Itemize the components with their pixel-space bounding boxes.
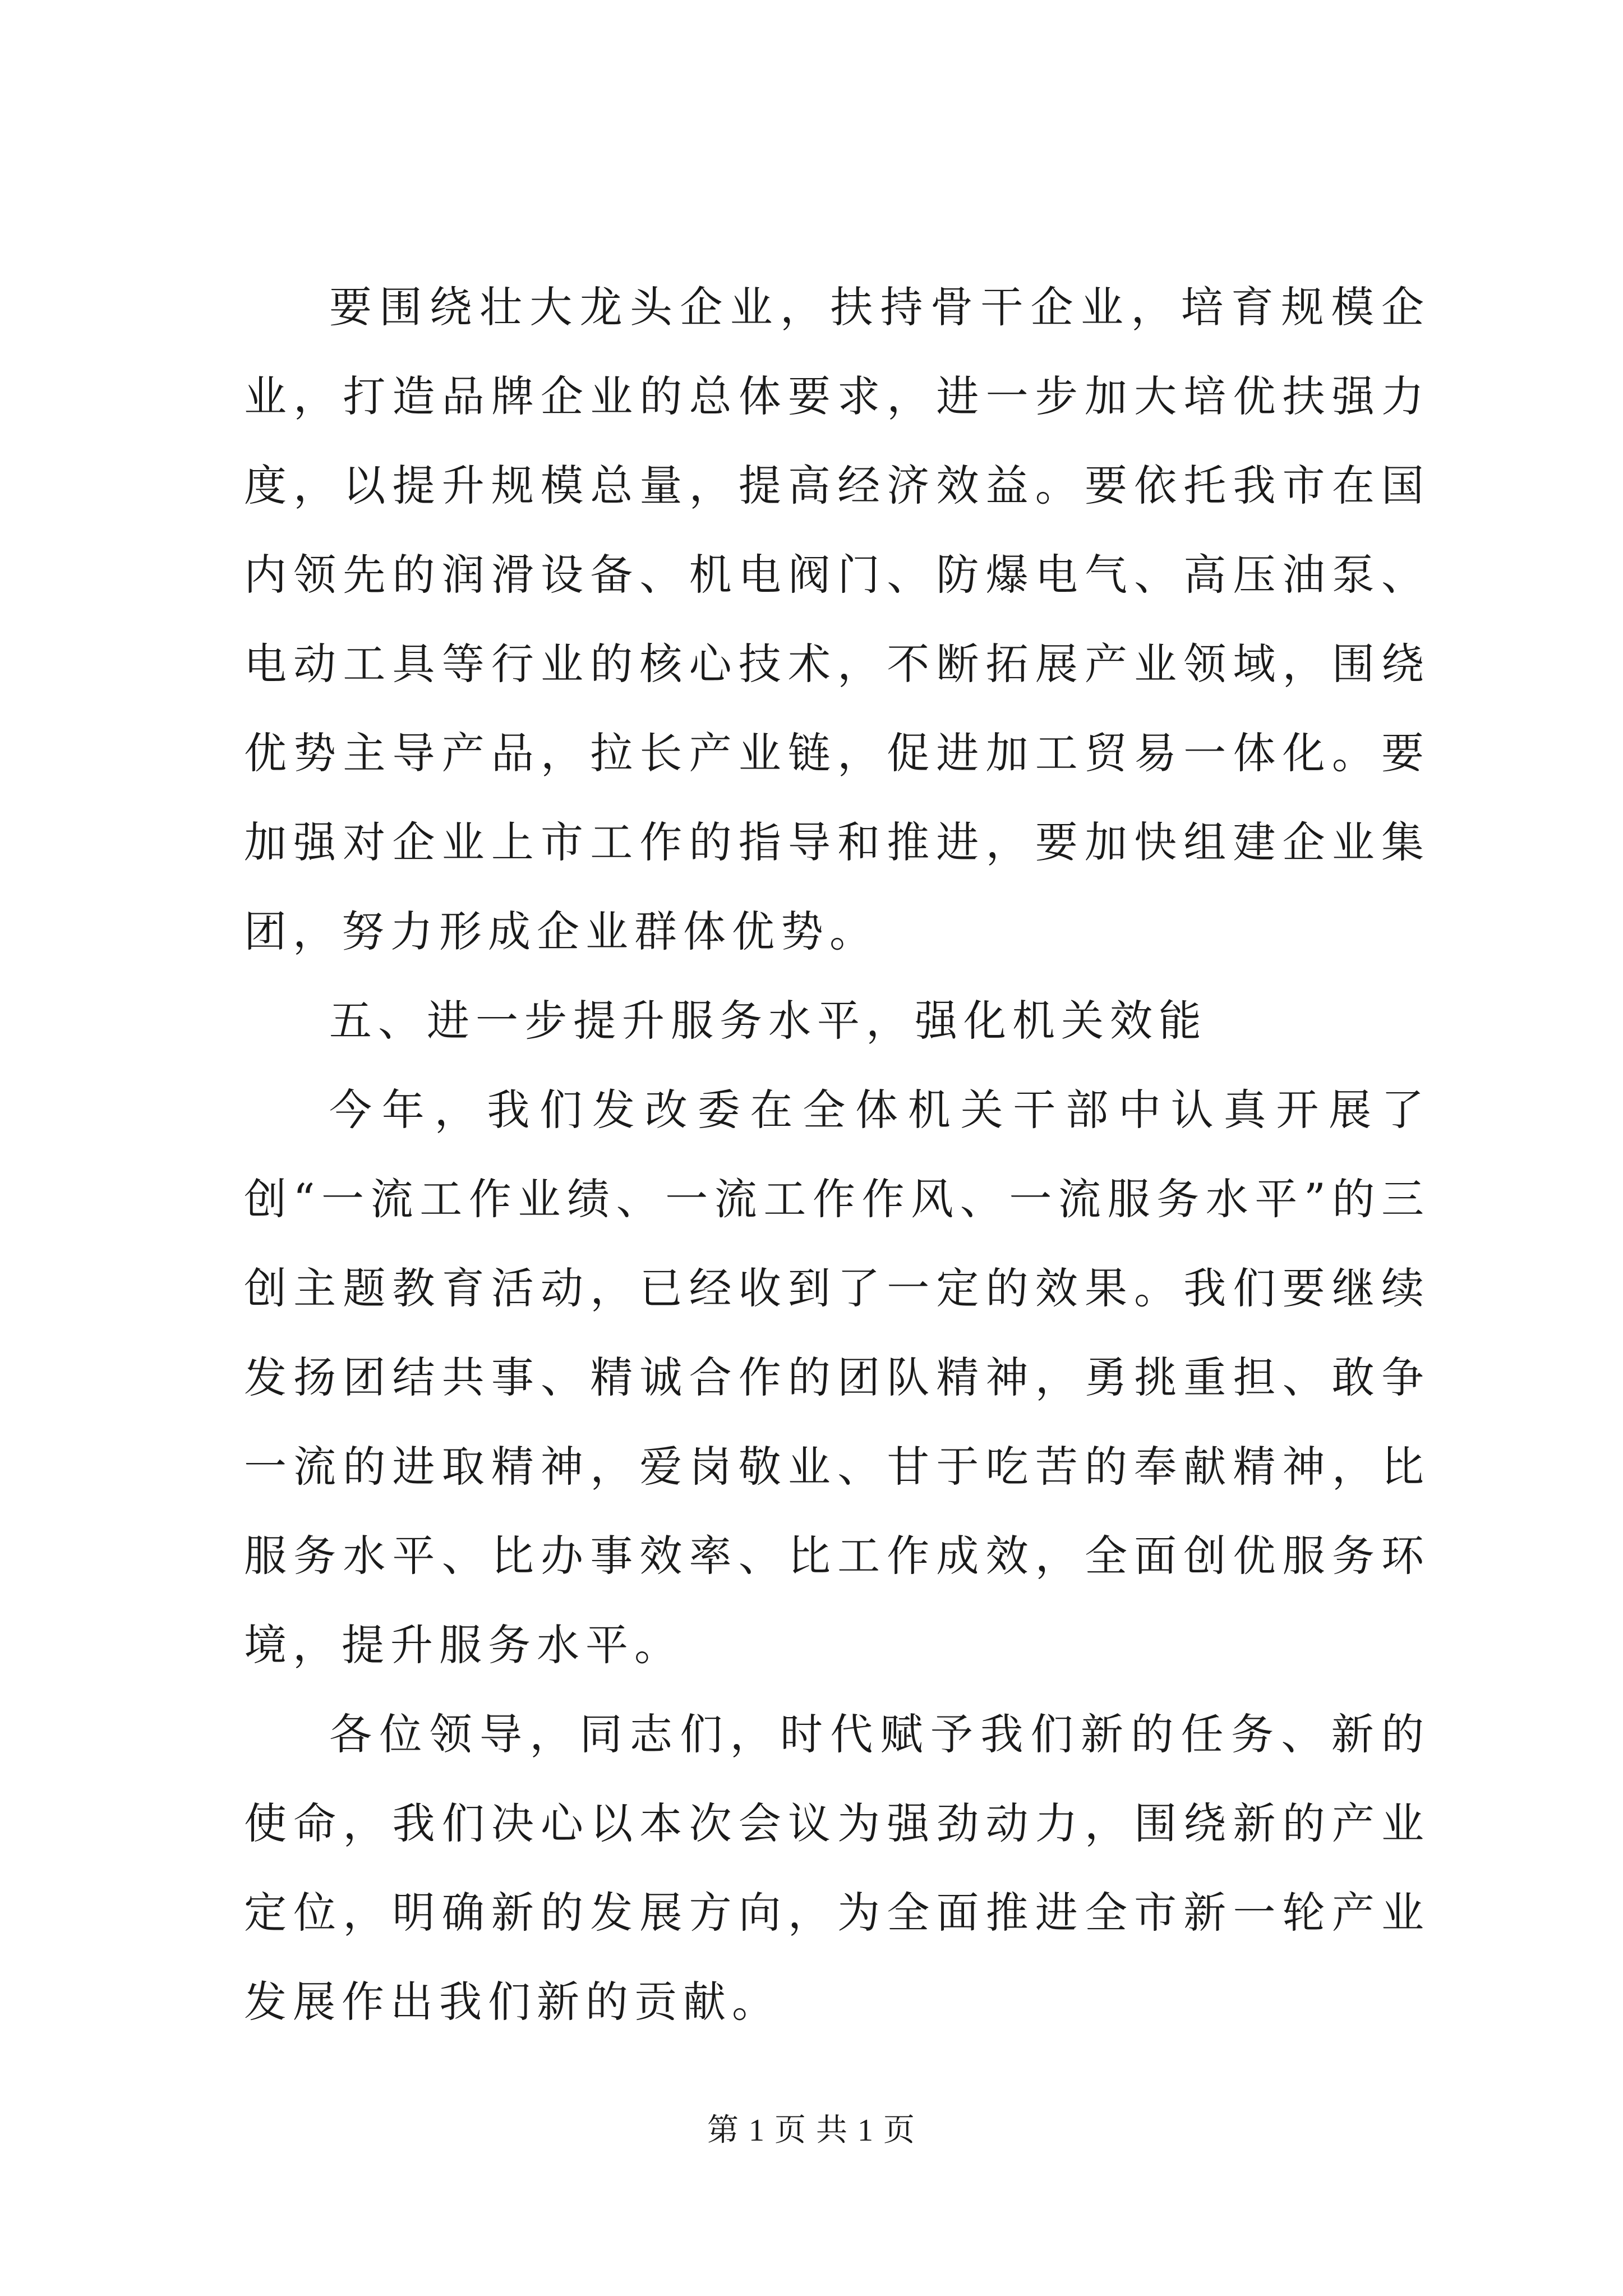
paragraph-three-creations: 今年，我们发改委在全体机关干部中认真开展了创“一流工作业绩、一流工作作风、一流服务水平”的三创主题教育活动，已经收到了一定的效果。我们要继续发扬团结共事、精诚合作的团队精神，勇挑重担、敢争一流的进取精神，爱岗敬业、甘于吃苦的奉献精神，比服务水平、比办事效率、比工作成效，全面创优服务环境，提升服务水平。 <box>244 1085 1430 1670</box>
document-body <box>244 263 1430 2046</box>
section-heading-service-level: 五、进一步提升服务水平，强化机关效能 <box>329 996 1207 1046</box>
page-number-footer: 第 1 页 共 1 页 <box>707 2113 916 2148</box>
paragraph-industry-enterprises: 要围绕壮大龙头企业，扶持骨干企业，培育规模企业，打造品牌企业的总体要求，进一步加大培优扶强力度，以提升规模总量，提高经济效益。要依托我市在国内领先的润滑设备、机电阀门、防爆电气、高压油泵、电动工具等行业的核心技术，不断拓展产业领域，围绕优势主导产品，拉长产业链，促进加工贸易一体化。要加强对企业上市工作的指导和推进，要加快组建企业集团，努力形成企业群体优势。 <box>244 282 1430 956</box>
paragraph-closing: 各位领导，同志们，时代赋予我们新的任务、新的使命，我们决心以本次会议为强劲动力，围绕新的产业定位，明确新的发展方向，为全面推进全市新一轮产业发展作出我们新的贡献。 <box>244 1709 1430 2027</box>
